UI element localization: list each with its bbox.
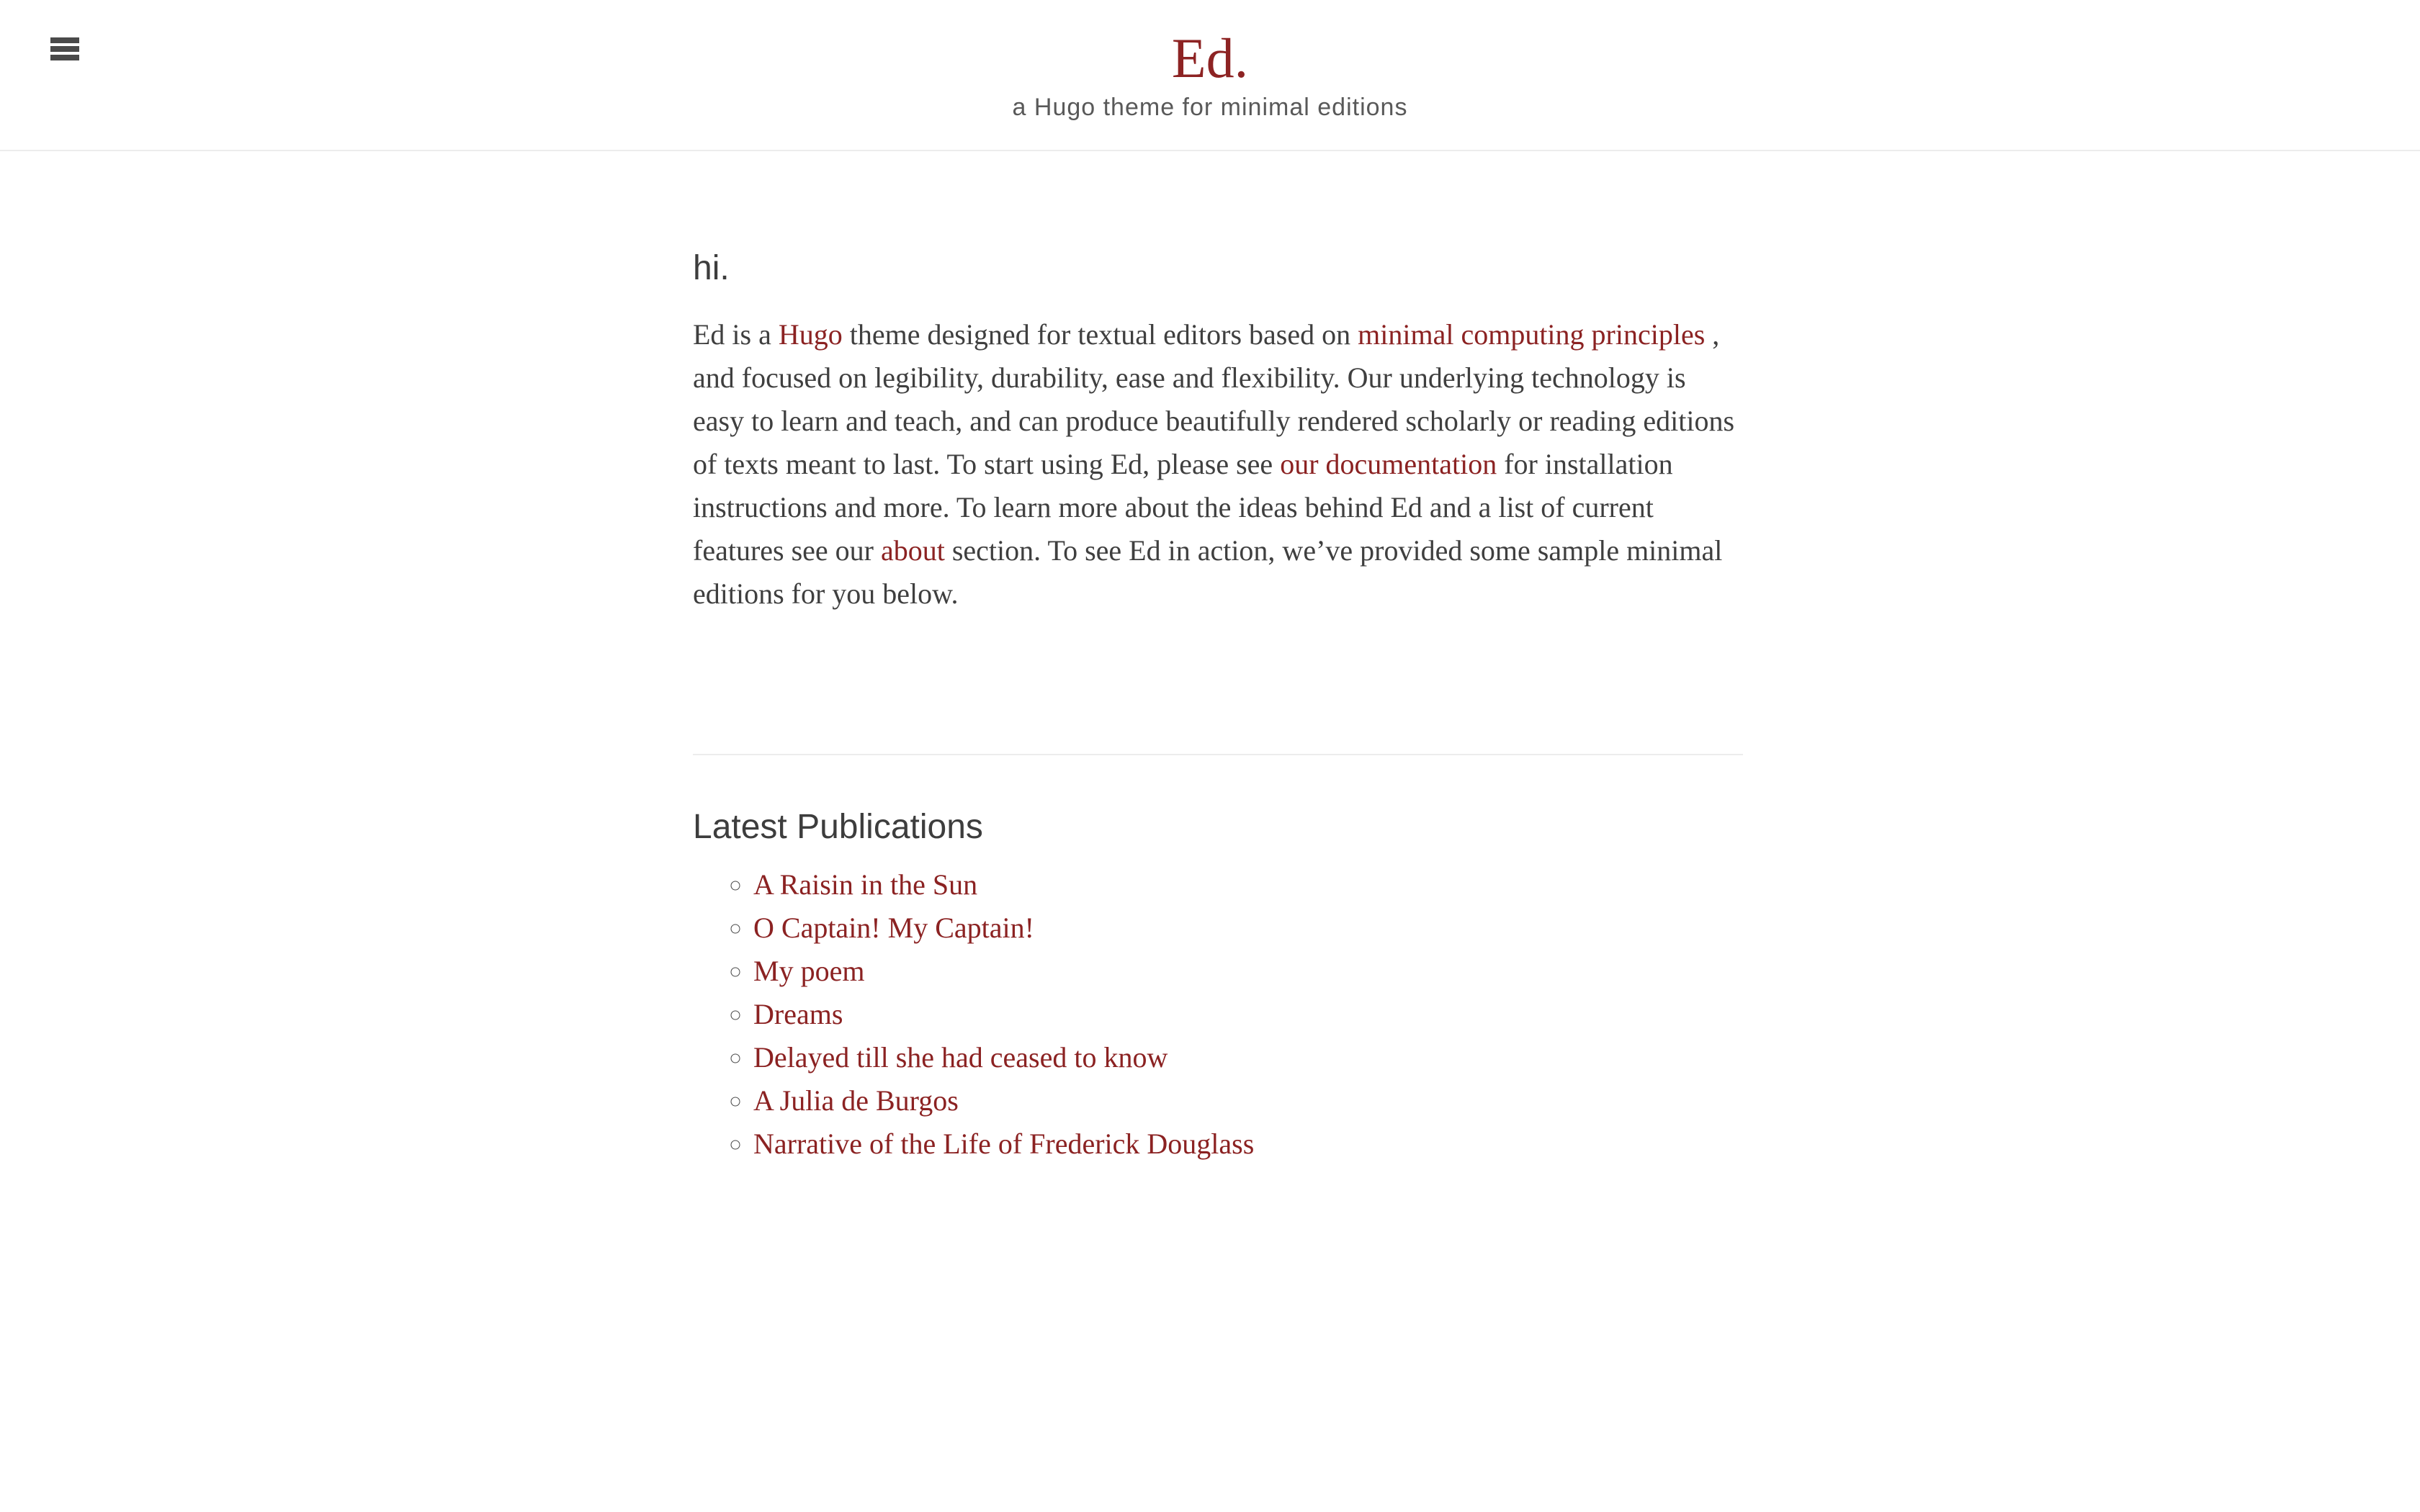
publication-link[interactable]: Narrative of the Life of Frederick Douglass <box>753 1128 1255 1160</box>
list-item <box>753 1079 1743 1122</box>
list-item <box>753 950 1743 993</box>
list-item <box>753 1122 1743 1166</box>
page-title: hi. <box>693 249 730 287</box>
publication-link[interactable]: O Captain! My Captain! <box>753 912 1034 944</box>
publications-heading: Latest Publications <box>693 808 983 846</box>
site-title[interactable]: Ed. <box>1171 27 1249 89</box>
inline-link[interactable]: about <box>880 534 945 567</box>
main-content <box>693 248 1743 1166</box>
hamburger-icon <box>50 55 79 60</box>
publication-link[interactable]: A Raisin in the Sun <box>753 868 978 901</box>
intro-paragraph: Ed is a Hugo theme designed for textual editors based on minimal computing principles , and focused on legibility, durability, ease and flexibility. Our underlying technology is easy to learn and teach, and can produce beautifully rendered scholarly or reading editions of texts meant to last. To start using Ed, please see our documentation for installation instructions and more. To learn more about the ideas behind Ed and a list of current features see our about section. To see Ed in action, we’ve provided some sample minimal editions for you below. <box>693 318 1735 610</box>
site-subtitle: a Hugo theme for minimal editions <box>1012 94 1408 121</box>
site-header <box>0 0 2420 151</box>
menu-button[interactable] <box>50 37 79 60</box>
publication-link[interactable]: A Julia de Burgos <box>753 1084 959 1117</box>
publication-link[interactable]: My poem <box>753 955 865 987</box>
list-item <box>753 863 1743 906</box>
publication-link[interactable]: Delayed till she had ceased to know <box>753 1041 1168 1074</box>
list-item <box>753 1036 1743 1079</box>
list-item <box>753 906 1743 950</box>
hamburger-icon <box>50 37 79 43</box>
publication-link[interactable]: Dreams <box>753 998 843 1030</box>
inline-link[interactable]: minimal computing principles <box>1358 318 1706 351</box>
hamburger-icon <box>50 46 79 52</box>
inline-link[interactable]: our documentation <box>1280 448 1497 480</box>
publications-list <box>693 863 1743 1166</box>
inline-link[interactable]: Hugo <box>778 318 843 351</box>
section-divider <box>693 754 1743 755</box>
list-item <box>753 993 1743 1036</box>
